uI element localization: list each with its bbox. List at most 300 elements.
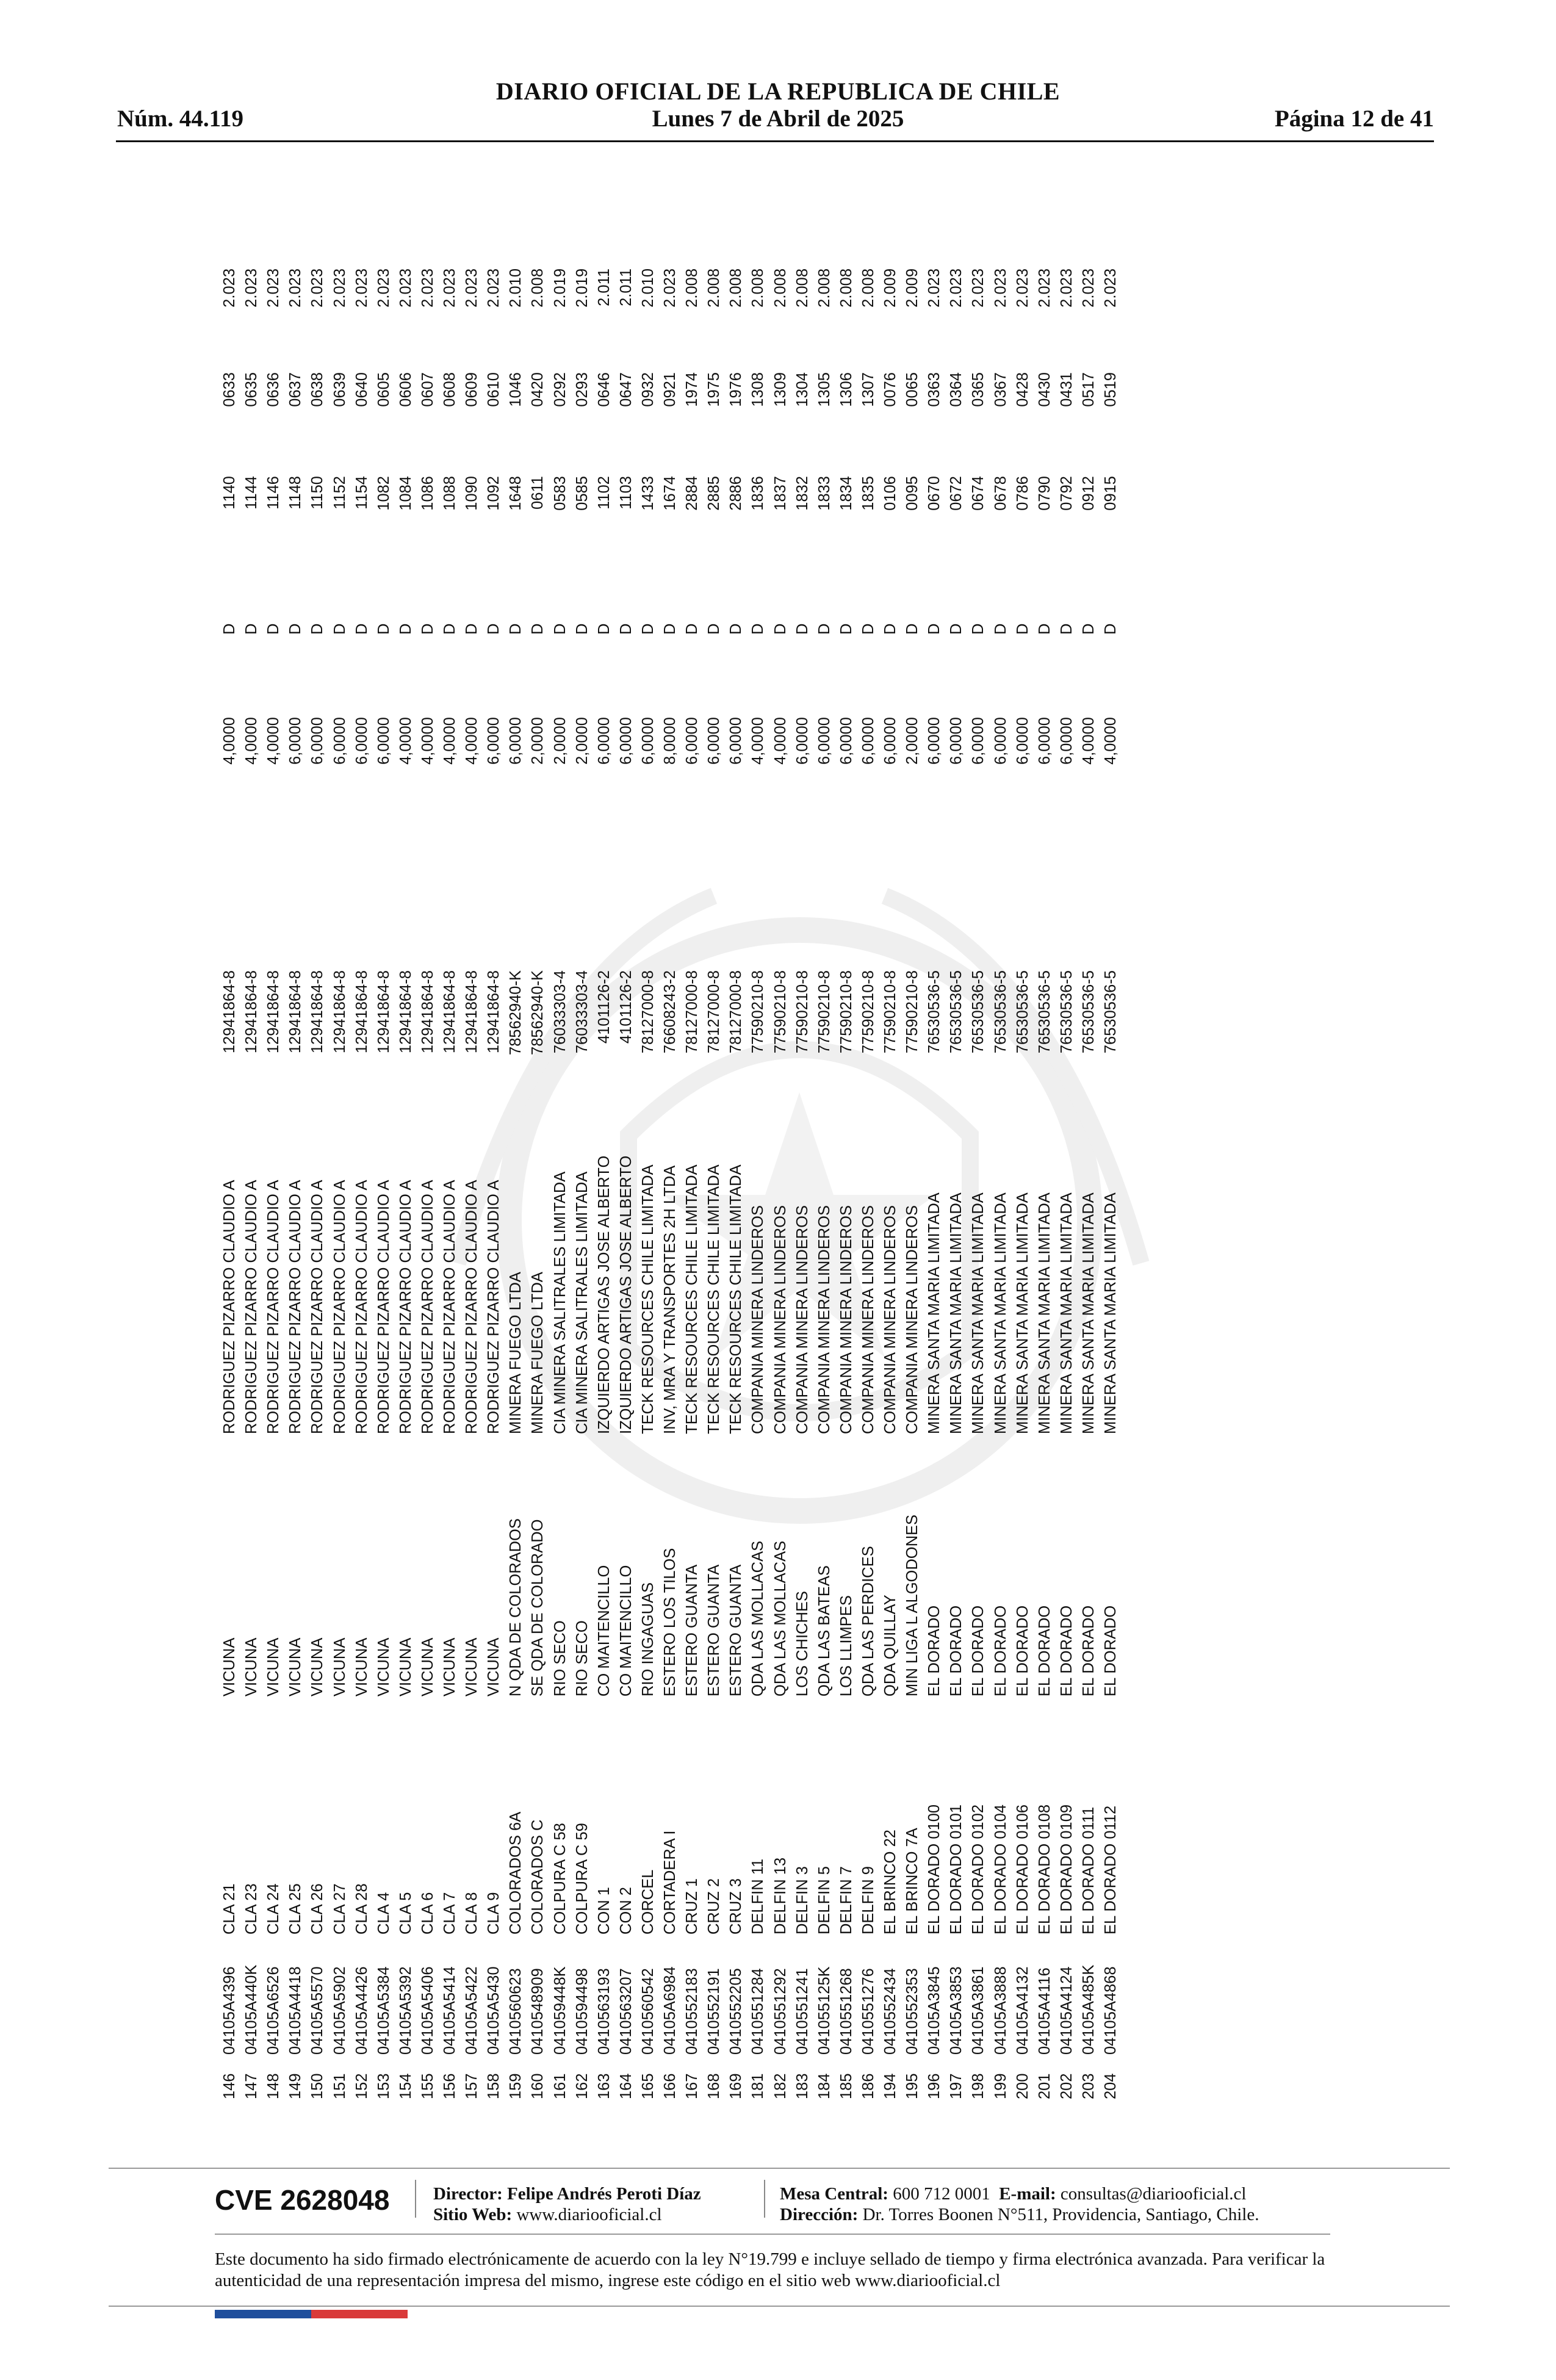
owner-rut: 76530536-5: [1079, 970, 1097, 1054]
registry-type: D: [639, 623, 657, 635]
location: VICUNA: [463, 1637, 481, 1697]
owner-rut: 76530536-5: [1057, 970, 1075, 1054]
rol-code: 04105A5570: [309, 1966, 326, 2055]
concession-name: DELFIN 11: [749, 1858, 767, 1935]
rol-code: 04105A5384: [375, 1966, 392, 2055]
registry-year: 2.023: [441, 269, 458, 308]
rol-code: 04105A5414: [441, 1966, 458, 2055]
director-name: Felipe Andrés Peroti Díaz: [507, 2184, 701, 2204]
registry-type: D: [441, 623, 458, 635]
legal-notice: Este documento ha sido firmado electrónicamente de acuerdo con la ley N°19.799 e incluye sellado de tiempo y firma electrónica avanzada. Para verificar la autenticidad de una representación impresa del mismo, ingrese este código en el sitio web www.diariooficial.cl: [215, 2249, 1325, 2290]
registry-type: D: [815, 623, 833, 635]
entry-number: 0363: [926, 372, 943, 407]
owner-rut: 77590210-8: [771, 970, 789, 1054]
entry-number: 0610: [485, 372, 503, 407]
table-row: [1035, 195, 1054, 2099]
hectares: 6,0000: [617, 717, 635, 765]
foja-number: 0672: [948, 476, 965, 511]
mesa-phone: 600 712 0001: [893, 2184, 990, 2204]
owner-rut: 78562940-K: [529, 970, 547, 1055]
hectares: 6,0000: [353, 717, 370, 765]
entry-number: 0633: [221, 372, 238, 407]
rol-code: 0410551268: [837, 1968, 855, 2055]
owner-rut: 76530536-5: [948, 970, 965, 1054]
registry-type: D: [419, 623, 436, 635]
owner-name: RODRIGUEZ PIZARRO CLAUDIO A: [265, 1180, 283, 1434]
location: VICUNA: [331, 1637, 348, 1697]
entry-number: 0430: [1036, 372, 1053, 407]
hectares: 6,0000: [793, 717, 811, 765]
owner-rut: 76033303-4: [573, 970, 591, 1054]
hectares: 6,0000: [859, 717, 877, 765]
table-row: [220, 195, 239, 2099]
registry-year: 2.023: [1079, 269, 1097, 308]
location: VICUNA: [397, 1637, 414, 1697]
table-row: [506, 195, 525, 2099]
row-number: 152: [353, 2073, 370, 2099]
owner-name: RODRIGUEZ PIZARRO CLAUDIO A: [485, 1180, 503, 1434]
row-number: 150: [309, 2073, 326, 2099]
foja-number: 1103: [617, 476, 635, 510]
email-label: E-mail:: [999, 2184, 1056, 2204]
owner-name: TECK RESOURCES CHILE LIMITADA: [683, 1164, 701, 1434]
registry-year: 2.008: [771, 269, 789, 308]
entry-number: 0293: [573, 372, 591, 407]
registry-year: 2.023: [1057, 269, 1075, 308]
foja-number: 1150: [309, 476, 326, 510]
registry-type: D: [970, 623, 987, 635]
entry-number: 0364: [948, 372, 965, 407]
row-number: 161: [551, 2073, 569, 2099]
location: RIO SECO: [573, 1620, 591, 1697]
owner-name: MINERA FUEGO LTDA: [507, 1272, 525, 1434]
row-number: 197: [948, 2073, 965, 2099]
foja-number: 2884: [683, 476, 701, 511]
foja-number: 0912: [1079, 476, 1097, 511]
hectares: 4,0000: [243, 717, 261, 765]
rol-code: 04105A440K: [243, 1964, 261, 2055]
registry-type: D: [617, 623, 635, 635]
entry-number: 0636: [265, 372, 283, 407]
registry-type: D: [375, 623, 392, 635]
location: VICUNA: [353, 1637, 370, 1697]
entry-number: 1974: [683, 372, 701, 407]
row-number: 195: [904, 2073, 921, 2099]
table-row: [1101, 195, 1120, 2099]
table-row: [352, 195, 372, 2099]
concession-name: COLPURA C 58: [551, 1823, 569, 1935]
hectares: 6,0000: [639, 717, 657, 765]
concession-name: CLA 21: [221, 1883, 238, 1935]
concession-name: EL BRINCO 22: [882, 1830, 899, 1935]
registry-type: D: [485, 623, 503, 635]
registry-year: 2.010: [507, 269, 525, 308]
hectares: 4,0000: [397, 717, 414, 765]
entry-number: 0517: [1079, 372, 1097, 407]
rol-code: 04105A485K: [1079, 1964, 1097, 2055]
registry-year: 2.023: [331, 269, 348, 308]
hectares: 6,0000: [705, 717, 723, 765]
entry-number: 0367: [992, 372, 1009, 407]
owner-rut: 12941864-8: [287, 970, 304, 1054]
location: EL DORADO: [1079, 1605, 1097, 1697]
registry-year: 2.023: [485, 269, 503, 308]
owner-rut: 12941864-8: [265, 970, 283, 1054]
foja-number: 0674: [970, 476, 987, 511]
registry-type: D: [904, 623, 921, 635]
location: QDA LAS MOLLACAS: [771, 1540, 789, 1697]
concession-name: DELFIN 7: [837, 1866, 855, 1935]
registry-year: 2.008: [529, 269, 547, 308]
location: ESTERO GUANTA: [705, 1564, 723, 1697]
foja-number: 1084: [397, 476, 414, 511]
owner-rut: 12941864-8: [243, 970, 261, 1054]
location: VICUNA: [221, 1637, 238, 1697]
foja-number: 0792: [1057, 476, 1075, 511]
concession-name: CON 2: [617, 1887, 635, 1935]
table-row: [793, 195, 812, 2099]
rol-code: 0410551276: [859, 1968, 877, 2055]
registry-type: D: [926, 623, 943, 635]
registry-year: 2.023: [463, 269, 481, 308]
owner-rut: 77590210-8: [793, 970, 811, 1054]
concession-name: EL DORADO 0104: [992, 1804, 1009, 1935]
concession-name: CRUZ 3: [727, 1878, 745, 1935]
publication-title: DIARIO OFICIAL DE LA REPUBLICA DE CHILE: [495, 78, 1061, 105]
hectares: 4,0000: [1102, 717, 1119, 765]
entry-number: 0647: [617, 372, 635, 407]
hectares: 4,0000: [1079, 717, 1097, 765]
footer-separator: [764, 2180, 765, 2218]
table-row: [484, 195, 503, 2099]
foja-number: 1088: [441, 476, 458, 511]
location: EL DORADO: [1036, 1605, 1053, 1697]
rol-code: 04105A4418: [287, 1966, 304, 2055]
concession-name: DELFIN 9: [859, 1866, 877, 1935]
owner-name: MINERA SANTA MARIA LIMITADA: [1057, 1192, 1075, 1434]
registry-type: D: [1102, 623, 1119, 635]
row-number: 203: [1079, 2073, 1097, 2099]
location: EL DORADO: [1014, 1605, 1031, 1697]
hectares: 6,0000: [287, 717, 304, 765]
registry-year: 2.023: [661, 269, 679, 308]
entry-number: 0635: [243, 372, 261, 407]
table-row: [1013, 195, 1032, 2099]
row-number: 147: [243, 2073, 261, 2099]
owner-name: MINERA SANTA MARIA LIMITADA: [1079, 1192, 1097, 1434]
row-number: 196: [926, 2073, 943, 2099]
owner-name: CIA MINERA SALITRALES LIMITADA: [573, 1171, 591, 1434]
website-link[interactable]: www.diariooficial.cl: [516, 2205, 662, 2224]
owner-rut: 78562940-K: [507, 970, 525, 1055]
owner-name: TECK RESOURCES CHILE LIMITADA: [727, 1164, 745, 1434]
table-row: [1057, 195, 1076, 2099]
foja-number: 1086: [419, 476, 436, 511]
foja-number: 1082: [375, 476, 392, 511]
registry-type: D: [595, 623, 613, 635]
table-row: [462, 195, 481, 2099]
location: ESTERO GUANTA: [727, 1564, 745, 1697]
entry-number: 1309: [771, 372, 789, 407]
rol-code: 04105A3853: [948, 1966, 965, 2055]
foja-number: 2886: [727, 476, 745, 511]
owner-rut: 12941864-8: [221, 970, 238, 1054]
footer-top-divider: [109, 2168, 1450, 2169]
row-number: 157: [463, 2073, 481, 2099]
rol-code: 04105A4116: [1036, 1967, 1053, 2055]
owner-name: COMPANIA MINERA LINDEROS: [793, 1205, 811, 1434]
concession-name: CRUZ 2: [705, 1878, 723, 1935]
owner-rut: 12941864-8: [309, 970, 326, 1054]
registry-year: 2.023: [287, 269, 304, 308]
registry-year: 2.023: [243, 269, 261, 308]
owner-name: MINERA SANTA MARIA LIMITADA: [1102, 1192, 1119, 1434]
registry-year: 2.023: [265, 269, 283, 308]
owner-name: CIA MINERA SALITRALES LIMITADA: [551, 1171, 569, 1434]
row-number: 163: [595, 2073, 613, 2099]
owner-rut: 4101126-2: [617, 970, 635, 1044]
rol-code: 0410594498: [573, 1968, 591, 2055]
concession-name: CLA 9: [485, 1892, 503, 1935]
table-row: [1079, 195, 1098, 2099]
owner-name: MINERA SANTA MARIA LIMITADA: [1014, 1192, 1031, 1434]
registry-year: 2.023: [1014, 269, 1031, 308]
rol-code: 04105A4426: [353, 1966, 370, 2055]
concession-name: CRUZ 1: [683, 1878, 701, 1935]
location: EL DORADO: [992, 1605, 1009, 1697]
address-value: Dr. Torres Boonen N°511, Providencia, Santiago, Chile.: [862, 2205, 1259, 2224]
owner-rut: 76530536-5: [992, 970, 1009, 1054]
row-number: 164: [617, 2073, 635, 2099]
registry-year: 2.023: [419, 269, 436, 308]
table-row: [528, 195, 547, 2099]
registry-year: 2.023: [221, 269, 238, 308]
foja-number: 0670: [926, 476, 943, 511]
foja-number: 0915: [1102, 476, 1119, 511]
location: LOS CHICHES: [793, 1591, 811, 1697]
row-number: 184: [815, 2073, 833, 2099]
registry-year: 2.008: [837, 269, 855, 308]
registry-year: 2.008: [727, 269, 745, 308]
concession-name: EL BRINCO 7A: [904, 1828, 921, 1935]
concession-name: CLA 5: [397, 1892, 414, 1935]
foja-number: 1154: [353, 476, 370, 510]
hectares: 2,0000: [551, 717, 569, 765]
registry-year: 2.008: [859, 269, 877, 308]
registry-year: 2.008: [749, 269, 767, 308]
entry-number: 0365: [970, 372, 987, 407]
owner-rut: 12941864-8: [463, 970, 481, 1054]
entry-number: 0606: [397, 372, 414, 407]
hectares: 6,0000: [683, 717, 701, 765]
table-row: [771, 195, 790, 2099]
table-row: [660, 195, 680, 2099]
owner-name: RODRIGUEZ PIZARRO CLAUDIO A: [397, 1180, 414, 1434]
table-row: [902, 195, 922, 2099]
hectares: 6,0000: [815, 717, 833, 765]
issue-number: Núm. 44.119: [117, 106, 243, 132]
owner-rut: 76530536-5: [926, 970, 943, 1054]
table-row: [837, 195, 856, 2099]
table-row: [440, 195, 459, 2099]
concession-name: DELFIN 5: [815, 1866, 833, 1935]
table-row: [572, 195, 592, 2099]
owner-rut: 12941864-8: [441, 970, 458, 1054]
concession-name: EL DORADO 0111: [1079, 1806, 1097, 1935]
registry-year: 2.023: [375, 269, 392, 308]
table-row: [924, 195, 944, 2099]
entry-number: 0646: [595, 372, 613, 407]
entry-number: 1306: [837, 372, 855, 407]
registry-type: D: [353, 623, 370, 635]
registry-type: D: [463, 623, 481, 635]
owner-rut: 76530536-5: [1036, 970, 1053, 1054]
location: VICUNA: [375, 1637, 392, 1697]
location: MIN LIGA L ALGODONES: [904, 1514, 921, 1697]
row-number: 202: [1057, 2073, 1075, 2099]
owner-name: MINERA SANTA MARIA LIMITADA: [992, 1192, 1009, 1434]
row-number: 198: [970, 2073, 987, 2099]
entry-number: 0638: [309, 372, 326, 407]
row-number: 160: [529, 2073, 547, 2099]
hectares: 6,0000: [926, 717, 943, 765]
footer-separator: [415, 2180, 416, 2218]
registry-type: D: [859, 623, 877, 635]
concession-name: CLA 23: [243, 1883, 261, 1935]
owner-rut: 76530536-5: [1014, 970, 1031, 1054]
website-label: Sitio Web:: [433, 2205, 513, 2224]
email-link[interactable]: consultas@diariooficial.cl: [1060, 2184, 1247, 2204]
owner-name: RODRIGUEZ PIZARRO CLAUDIO A: [309, 1180, 326, 1434]
registry-type: D: [793, 623, 811, 635]
rol-code: 04105A4396: [221, 1966, 238, 2055]
mesa-label: Mesa Central:: [780, 2184, 888, 2204]
issue-date: Lunes 7 de Abril de 2025: [652, 106, 904, 132]
concession-name: EL DORADO 0101: [948, 1804, 965, 1935]
entry-number: 1304: [793, 372, 811, 407]
location: EL DORADO: [1057, 1605, 1075, 1697]
registry-type: D: [1036, 623, 1053, 635]
rol-code: 04105A6526: [265, 1966, 283, 2055]
concession-name: DELFIN 13: [771, 1857, 789, 1935]
registry-type: D: [727, 623, 745, 635]
owner-rut: 77590210-8: [749, 970, 767, 1054]
registry-type: D: [661, 623, 679, 635]
registry-type: D: [529, 623, 547, 635]
rol-code: 0410560623: [507, 1968, 525, 2055]
row-number: 148: [265, 2073, 283, 2099]
entry-number: 0420: [529, 372, 547, 407]
location: EL DORADO: [970, 1605, 987, 1697]
table-row: [682, 195, 702, 2099]
registry-year: 2.009: [904, 269, 921, 308]
foja-number: 1648: [507, 476, 525, 511]
owner-rut: 78127000-8: [683, 970, 701, 1054]
owner-rut: 12941864-8: [375, 970, 392, 1054]
rol-code: 04105A3861: [970, 1966, 987, 2055]
mining-concessions-table: [220, 195, 1355, 2099]
row-number: 168: [705, 2073, 723, 2099]
entry-number: 0932: [639, 372, 657, 407]
registry-type: D: [683, 623, 701, 635]
owner-name: TECK RESOURCES CHILE LIMITADA: [639, 1164, 657, 1434]
entry-number: 0921: [661, 372, 679, 407]
hectares: 6,0000: [1036, 717, 1053, 765]
location: VICUNA: [419, 1637, 436, 1697]
owner-name: COMPANIA MINERA LINDEROS: [859, 1205, 877, 1434]
table-row: [968, 195, 988, 2099]
hectares: 6,0000: [331, 717, 348, 765]
table-row: [242, 195, 261, 2099]
foja-number: 1837: [771, 476, 789, 511]
footer-mid-divider: [215, 2234, 1330, 2235]
hectares: 4,0000: [463, 717, 481, 765]
concession-name: CORTADERA I: [661, 1830, 679, 1935]
registry-year: 2.023: [1036, 269, 1053, 308]
concession-name: EL DORADO 0102: [970, 1804, 987, 1935]
owner-rut: 12941864-8: [419, 970, 436, 1054]
row-number: 166: [661, 2073, 679, 2099]
owner-name: RODRIGUEZ PIZARRO CLAUDIO A: [221, 1180, 238, 1434]
foja-number: 0786: [1014, 476, 1031, 511]
rol-code: 04105A3845: [926, 1966, 943, 2055]
hectares: 6,0000: [1057, 717, 1075, 765]
location: EL DORADO: [948, 1605, 965, 1697]
concession-name: CLA 4: [375, 1892, 392, 1935]
registry-year: 2.008: [705, 269, 723, 308]
hectares: 6,0000: [309, 717, 326, 765]
rol-code: 0410560542: [639, 1968, 657, 2055]
owner-name: RODRIGUEZ PIZARRO CLAUDIO A: [331, 1180, 348, 1434]
owner-name: RODRIGUEZ PIZARRO CLAUDIO A: [441, 1180, 458, 1434]
row-number: 185: [837, 2073, 855, 2099]
row-number: 146: [221, 2073, 238, 2099]
row-number: 155: [419, 2073, 436, 2099]
foja-number: 1144: [243, 476, 261, 510]
rol-code: 04105A3888: [992, 1966, 1009, 2055]
row-number: 169: [727, 2073, 745, 2099]
entry-number: 0639: [331, 372, 348, 407]
location: VICUNA: [287, 1637, 304, 1697]
flag-bar-red: [311, 2310, 408, 2318]
hectares: 4,0000: [265, 717, 283, 765]
concession-name: CLA 24: [265, 1883, 283, 1935]
location: RIO INGAGUAS: [639, 1582, 657, 1697]
owner-name: IZQUIERDO ARTIGAS JOSE ALBERTO: [595, 1155, 613, 1434]
owner-name: MINERA SANTA MARIA LIMITADA: [926, 1192, 943, 1434]
entry-number: 1308: [749, 372, 767, 407]
row-number: 153: [375, 2073, 392, 2099]
owner-name: RODRIGUEZ PIZARRO CLAUDIO A: [353, 1180, 370, 1434]
entry-number: 0608: [441, 372, 458, 407]
registry-type: D: [948, 623, 965, 635]
foja-number: 1836: [749, 476, 767, 511]
foja-number: 0095: [904, 476, 921, 511]
owner-rut: 12941864-8: [353, 970, 370, 1054]
location: EL DORADO: [926, 1605, 943, 1697]
owner-name: RODRIGUEZ PIZARRO CLAUDIO A: [287, 1180, 304, 1434]
foja-number: 1102: [595, 476, 613, 510]
owner-rut: 76608243-2: [661, 970, 679, 1054]
director-info: [433, 2183, 701, 2225]
concession-name: EL DORADO 0109: [1057, 1804, 1075, 1935]
table-row: [286, 195, 305, 2099]
hectares: 2,0000: [904, 717, 921, 765]
rol-code: 04105A4132: [1014, 1966, 1031, 2055]
foja-number: 1090: [463, 476, 481, 511]
row-number: 200: [1014, 2073, 1031, 2099]
owner-rut: 77590210-8: [904, 970, 921, 1054]
